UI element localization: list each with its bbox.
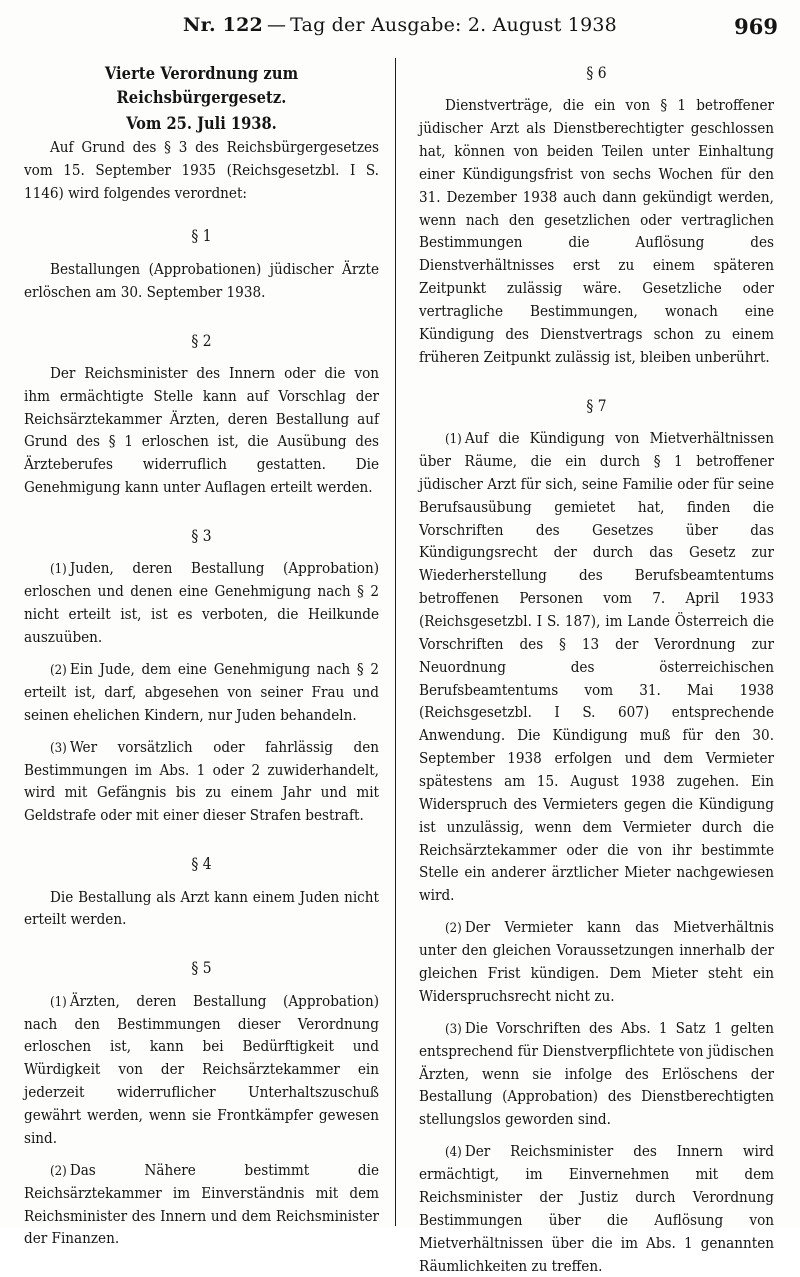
abs-marker: (4) bbox=[445, 1145, 462, 1161]
abs-text: Der Reichsminister des Innern wird ermächtigt, im Einvernehmen mit dem Reichsminister der Justiz durch Verordnung Bestimmungen über die Auflösung von Mietverhältnissen über die im Abs. 1 genannten Räumlichkeiten zu treffen. bbox=[419, 1142, 774, 1275]
section-heading-7: § 7 bbox=[586, 396, 607, 415]
abs-marker: (2) bbox=[50, 1163, 67, 1179]
section-6-paragraph-1: Dienstverträge, die ein von § 1 betroffener jüdischer Arzt als Dienstberechtigter geschlossen hat, können von beiden Teilen unter Einhaltung einer Kündigungsfrist von sechs Wochen für den 31. Dezember 1938 auch dann gekündigt werden, wenn nach den gesetzlichen oder vertraglichen Bestimmungen die Auflösung des Dienstverhältnisses erst zu einem späteren Zeitpunkt zulässig wäre. Gesetzliche oder vertragliche Bestimmungen, wonach eine Kündigung des Dienstvertrags schon zu einem früheren Zeitpunkt zulässig ist, bleiben unberührt. bbox=[419, 96, 774, 366]
issue-number: Nr. 122 bbox=[183, 14, 263, 36]
section-heading-6: § 6 bbox=[586, 64, 607, 82]
abs-text: Ein Jude, dem eine Genehmigung nach § 2 erteilt ist, darf, abgesehen von seiner Frau und seinen ehelichen Kindern, nur Juden behandeln. bbox=[24, 659, 379, 724]
abs-text: Das Nähere bestimmt die Reichsärztekammer im Einverständnis mit dem Reichsminister des Innern und dem Reichsminister der Finanzen. bbox=[24, 1160, 379, 1248]
section-7-paragraph-2 bbox=[419, 916, 774, 1008]
section-heading-1: § 1 bbox=[191, 227, 212, 246]
section-3-paragraph-1 bbox=[24, 557, 379, 649]
section-5-paragraph-1 bbox=[24, 990, 379, 1150]
document-subtitle: Vom 25. Juli 1938. bbox=[126, 114, 277, 134]
section-heading-4: § 4 bbox=[191, 855, 212, 874]
abs-marker: (1) bbox=[50, 994, 67, 1010]
abs-text: Die Vorschriften des Abs. 1 Satz 1 gelten entsprechend für Dienstverpflichtete von jüdischen Ärzten, wenn sie infolge des Erlöschens der Bestallung (Approbation) des Dienstberechtigten stellungslos geworden sind. bbox=[419, 1018, 774, 1129]
section-heading-3: § 3 bbox=[191, 526, 212, 545]
section-heading-2: § 2 bbox=[191, 331, 212, 350]
abs-marker: (1) bbox=[445, 431, 462, 447]
column-right bbox=[419, 56, 774, 1277]
abs-text: Ärzten, deren Bestallung (Approbation) nach den Bestimmungen dieser Verordnung erloschen ist, kann bei Bedürftigkeit und Würdigkeit von der Reichsärztekammer ein jederzeit widerruflicher Unterhaltszuschuß gewährt werden, wenn sie Frontkämpfer gewesen sind. bbox=[24, 991, 379, 1147]
abs-marker: (1) bbox=[50, 562, 67, 578]
abs-marker: (3) bbox=[50, 740, 67, 756]
section-7-paragraph-4 bbox=[419, 1140, 774, 1277]
document-title: Vierte Verordnung zum Reichsbürgergesetz. bbox=[104, 64, 299, 107]
section-heading-5: § 5 bbox=[191, 959, 212, 978]
header-dash: — bbox=[266, 14, 287, 36]
issue-date-line: Tag der Ausgabe: 2. August 1938 bbox=[290, 14, 617, 36]
section-2-paragraph-1: Der Reichsminister des Innern oder die von ihm ermächtigte Stelle kann auf Vorschlag der Reichsärztekammer Ärzten, deren Bestallung auf Grund des § 1 erloschen ist, die Ausübung des Ärzteberufes widerruflich gestatten. Die Genehmigung kann unter Auflagen erteilt werden. bbox=[24, 363, 379, 497]
section-5-paragraph-2 bbox=[24, 1159, 379, 1251]
section-3-paragraph-2 bbox=[24, 658, 379, 727]
running-head bbox=[0, 14, 800, 44]
section-7-paragraph-3 bbox=[419, 1017, 774, 1131]
section-3-paragraph-3 bbox=[24, 736, 379, 828]
abs-text: Wer vorsätzlich oder fahrlässig den Bestimmungen im Abs. 1 oder 2 zuwiderhandelt, wird mit Gefängnis bis zu einem Jahr und mit Geldstrafe oder mit einer dieser Strafen bestraft. bbox=[24, 737, 379, 825]
abs-marker: (3) bbox=[445, 1021, 462, 1037]
abs-marker: (2) bbox=[50, 662, 67, 678]
page-number: 969 bbox=[734, 14, 778, 39]
abs-text: Juden, deren Bestallung (Approbation) erloschen und denen eine Genehmigung nach § 2 nicht erteilt ist, ist es verboten, die Heilkunde auszuüben. bbox=[24, 559, 379, 647]
column-container bbox=[0, 56, 800, 1275]
preamble: Auf Grund des § 3 des Reichsbürgergesetzes vom 15. September 1935 (Reichsgesetzbl. I S. 1146) wird folgendes verordnet: bbox=[24, 137, 379, 202]
abs-text: Der Vermieter kann das Mietverhältnis unter den gleichen Voraussetzungen innerhalb der gleichen Frist kündigen. Dem Mieter steht ein Widerspruchsrecht nicht zu. bbox=[419, 918, 774, 1005]
column-left bbox=[24, 56, 379, 1250]
section-4-paragraph-1: Die Bestallung als Arzt kann einem Juden nicht erteilt werden. bbox=[24, 887, 379, 929]
abs-marker: (2) bbox=[445, 921, 462, 937]
running-head-text bbox=[0, 14, 800, 36]
section-1-paragraph-1: Bestallungen (Approbationen) jüdischer Ärzte erlöschen am 30. September 1938. bbox=[24, 259, 379, 301]
abs-text: Auf die Kündigung von Mietverhältnissen über Räume, die ein durch § 1 betroffener jüdischer Arzt für sich, seine Familie oder für seine Berufsausübung gemietet hat, finden die Vorschriften des Gesetzes über das Kündigungsrecht der durch das Gesetz zur Wiederherstellung des Berufsbeamtentums betroffenen Personen vom 7. April 1933 (Reichsgesetzbl. I S. 187), im Lande Österreich die Vorschriften des § 13 der Verordnung zur Neuordnung des österreichischen Berufsbeamtentums vom 31. Mai 1938 (Reichsgesetzbl. I S. 607) entsprechende Anwendung. Die Kündigung muß für den 30. September 1938 erfolgen und dem Vermieter spätestens am 15. August 1938 zugehen. Ein Widerspruch des Vermieters gegen die Kündigung ist unzulässig, wenn dem Vermieter durch die Reichsärztekammer oder die von ihr bestimmte Stelle ein anderer ärztlicher Mieter nachgewiesen wird. bbox=[419, 428, 774, 905]
section-7-paragraph-1 bbox=[419, 427, 774, 907]
